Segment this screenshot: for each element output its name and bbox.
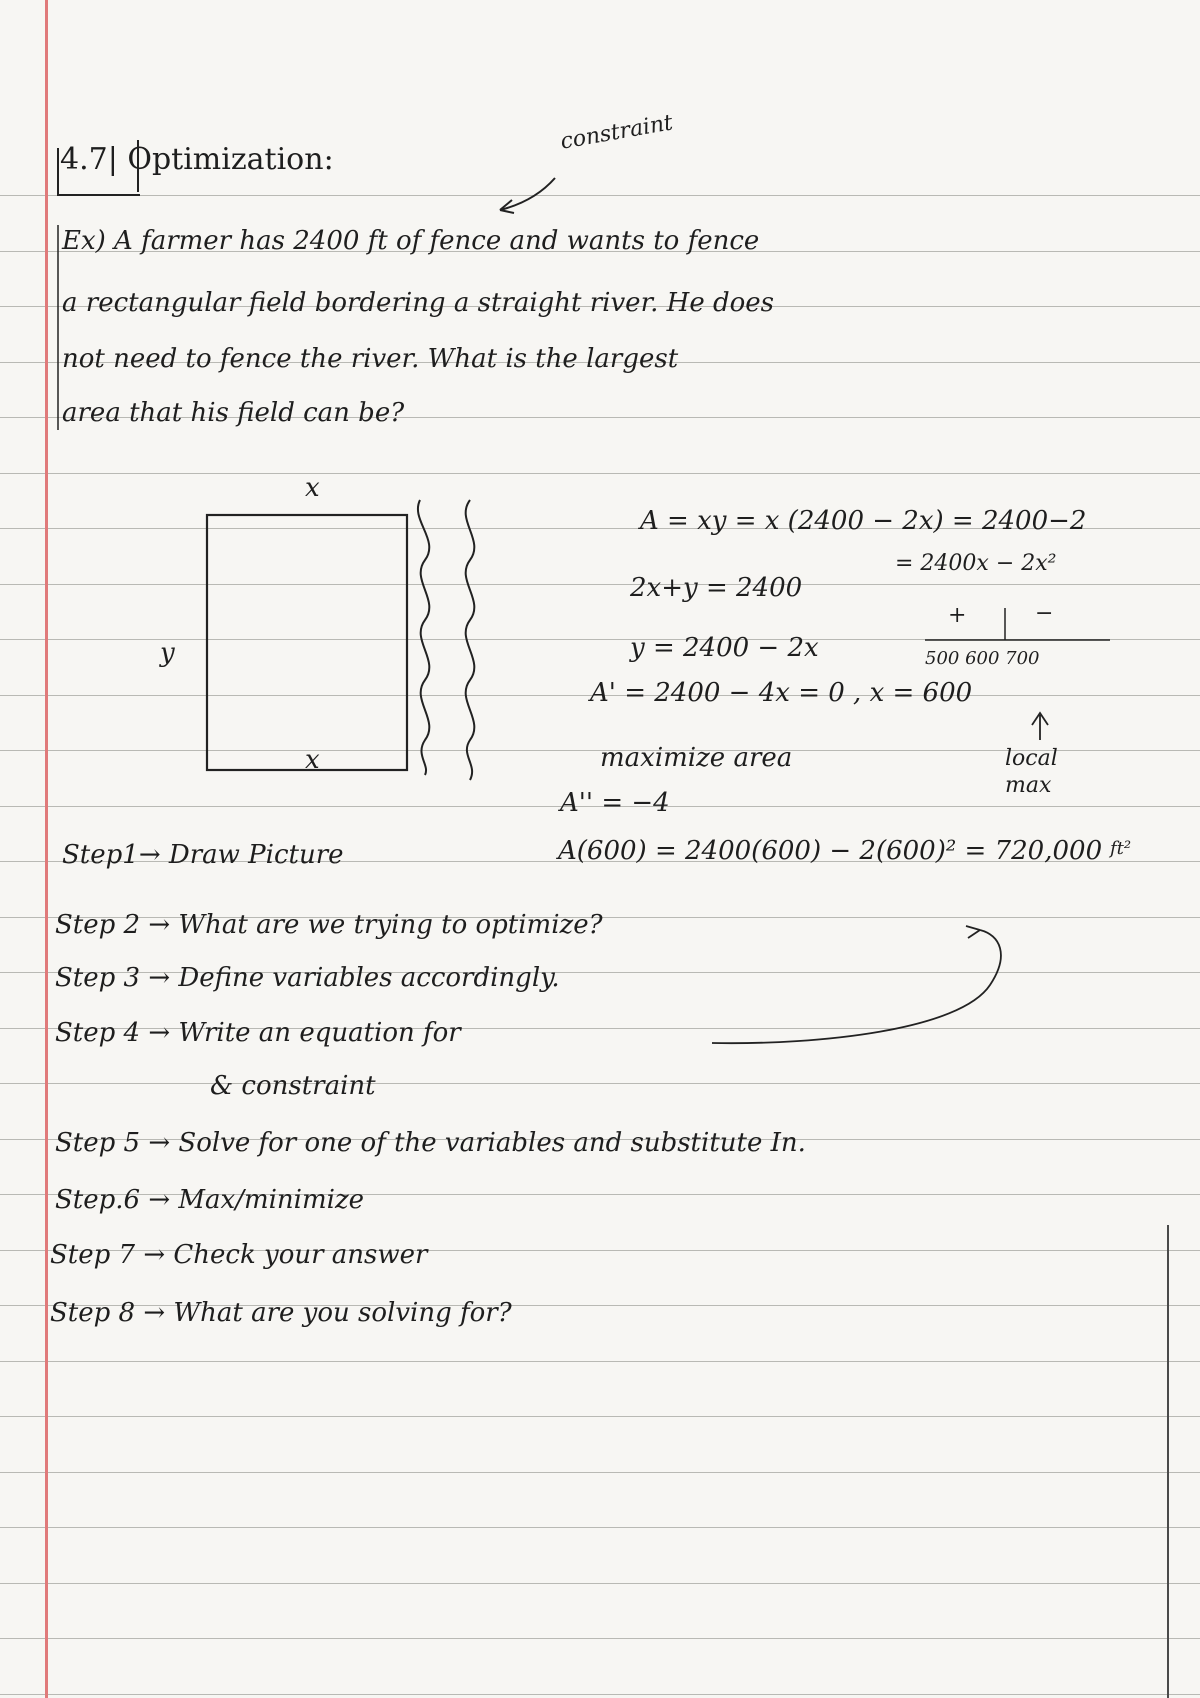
step-4: Step 4 → Write an equation for	[55, 1018, 461, 1048]
diagram-top-label: x	[305, 473, 320, 503]
ruled-line	[0, 1583, 1200, 1584]
problem-line-1: Ex) A farmer has 2400 ft of fence and wants to fence	[62, 226, 760, 256]
problem-line-3: not need to fence the river. What is the largest	[62, 344, 679, 374]
page-edge	[1167, 1225, 1169, 1698]
step-1: Step1→ Draw Picture	[62, 840, 344, 870]
step-2: Step 2 → What are we trying to optimize?	[55, 910, 603, 940]
step-6: Step.6 → Max/minimize	[55, 1185, 365, 1215]
sign-ticks: 500 600 700	[925, 648, 1040, 669]
margin-line	[45, 0, 48, 1698]
ruled-line	[0, 1527, 1200, 1528]
derivative: A' = 2400 − 4x = 0 , x = 600	[590, 678, 973, 708]
ruled-line	[0, 639, 1200, 640]
local-label: local	[1005, 746, 1058, 771]
area-equation: A = xy = x (2400 − 2x) = 2400−2	[640, 506, 1087, 536]
step-3: Step 3 → Define variables accordingly.	[55, 963, 560, 993]
y-equation: y = 2400 − 2x	[630, 633, 819, 663]
ruled-line	[0, 195, 1200, 196]
area-result-unit: ft²	[1110, 838, 1132, 859]
sign-minus: −	[1035, 601, 1054, 626]
sign-plus: +	[948, 603, 967, 628]
area-result: A(600) = 2400(600) − 2(600)² = 720,000	[558, 836, 1103, 866]
constraint-note: constraint	[558, 110, 675, 155]
ruled-line	[0, 1083, 1200, 1084]
ruled-line	[0, 1472, 1200, 1473]
ruled-line	[0, 1361, 1200, 1362]
area-expanded: = 2400x − 2x²	[895, 551, 1057, 576]
ruled-line	[0, 1416, 1200, 1417]
step-8: Step 8 → What are you solving for?	[50, 1298, 512, 1328]
step-7: Step 7 → Check your answer	[50, 1240, 428, 1270]
max-label: max	[1005, 773, 1052, 798]
section-title: 4.7| Optimization:	[60, 142, 334, 177]
problem-line-2: a rectangular field bordering a straight river. He does	[62, 288, 775, 318]
ruled-line	[0, 1694, 1200, 1695]
ruled-line	[0, 1638, 1200, 1639]
perimeter-equation: 2x+y = 2400	[630, 573, 803, 603]
diagram-bottom-label: x	[305, 745, 320, 775]
ruled-line	[0, 584, 1200, 585]
maximize-area: maximize area	[600, 743, 793, 773]
step-4-constraint: & constraint	[210, 1071, 376, 1101]
diagram-side-label: y	[160, 638, 175, 668]
step-5: Step 5 → Solve for one of the variables and substitute In.	[55, 1128, 806, 1158]
ruled-line	[0, 473, 1200, 474]
problem-line-4: area that his field can be?	[62, 398, 405, 428]
second-derivative: A'' = −4	[560, 788, 670, 818]
